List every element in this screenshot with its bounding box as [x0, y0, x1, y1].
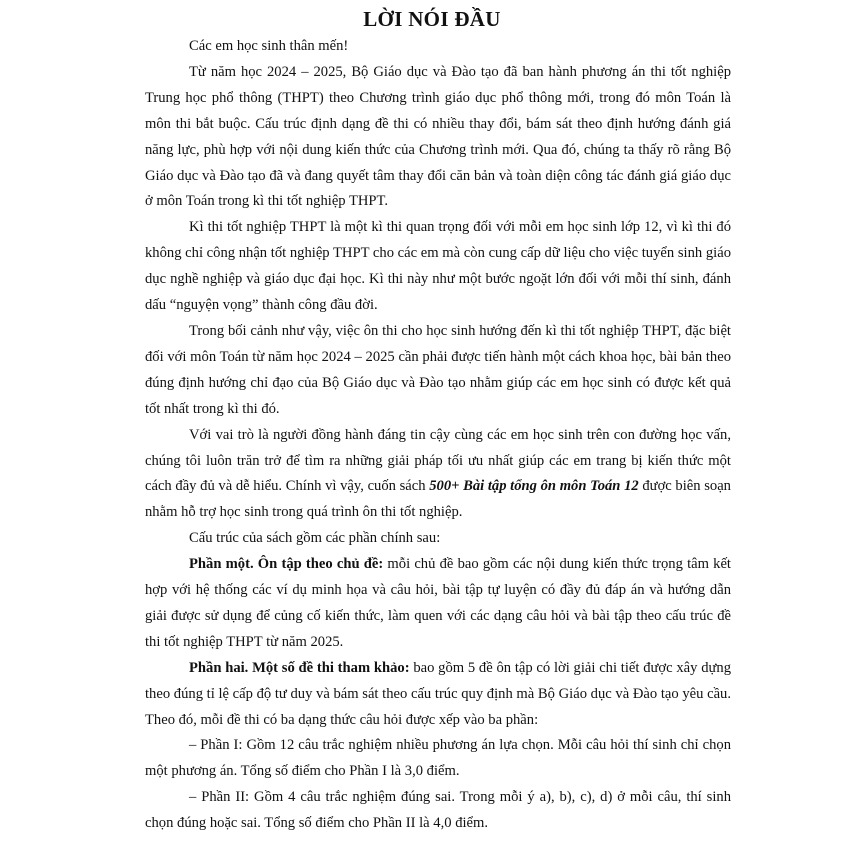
part-two-text: bao gồm 5 đề ôn tập có lời giải chi tiết được xây dựng theo đúng tỉ lệ cấp độ tư duy và bám sát theo cấu trúc quy định mà Bộ Giáo dục và Đào tạo yêu cầu. Theo đó, mỗi đề thi có ba dạng thức câu hỏi được xếp vào ba phần: [145, 659, 731, 728]
part-two-heading: Phần hai. Một số đề thi tham khảo: [189, 659, 410, 676]
part-one-text: mỗi chủ đề bao gồm các nội dung kiến thức trọng tâm kết hợp với hệ thống các ví dụ minh họa và câu hỏi, bài tập tự luyện có đầy đủ đáp án và hướng dẫn giải được sử dụng để củng cố kiến thức, làm quen với các dạng câu hỏi và bài tập theo cấu trúc đề thi tốt nghiệp THPT từ năm 2025. [145, 556, 731, 650]
exam-importance-paragraph: Kì thi tốt nghiệp THPT là một kì thi quan trọng đối với mỗi em học sinh lớp 12, vì kì thi đó không chỉ công nhận tốt nghiệp THPT cho các em mà còn cung cấp dữ liệu cho việc tuyển sinh giáo dục nghề nghiệp và giáo dục đại học. Kì thi này như một bước ngoặt lớn đối với mỗi thí sinh, đánh dấu “nguyện vọng” thành công đầu đời. [145, 219, 731, 314]
section-two-paragraph: – Phần II: Gồm 4 câu trắc nghiệm đúng sai. Trong mỗi ý a), b), c), d) ở mỗi câu, thí sinh chọn đúng hoặc sai. Tổng số điểm cho Phần II là 4,0 điểm. [145, 789, 731, 832]
structure-intro-paragraph: Cấu trúc của sách gồm các phần chính sau: [189, 530, 441, 547]
greeting-paragraph: Các em học sinh thân mến! [189, 38, 349, 54]
part-one-paragraph [145, 552, 731, 656]
document-body [145, 34, 731, 837]
section-one-paragraph: – Phần I: Gồm 12 câu trắc nghiệm nhiều phương án lựa chọn. Mỗi câu hỏi thí sinh chỉ chọn một phương án. Tổng số điểm cho Phần I là 3,0 điểm. [145, 737, 731, 780]
book-purpose-text-before: Với vai trò là người đồng hành đáng tin cậy cùng các em học sinh trên con đường học vấn, chúng tôi luôn trăn trở để tìm ra những giải pháp tối ưu nhất giúp các em trang bị kiến thức một cách đầy đủ và dễ hiểu. Chính vì vậy, cuốn sách [145, 426, 731, 495]
book-title: 500+ Bài tập tổng ôn môn Toán 12 [429, 478, 639, 495]
context-paragraph: Trong bối cảnh như vậy, việc ôn thi cho học sinh hướng đến kì thi tốt nghiệp THPT, đặc biệt đối với môn Toán từ năm học 2024 – 2025 cần phải được tiến hành một cách khoa học, bài bản theo đúng định hướng chỉ đạo của Bộ Giáo dục và Đào tạo nhằm giúp các em học sinh có được kết quả tốt nhất trong kì thi đó. [145, 322, 731, 417]
page-title: LỜI NÓI ĐẦU [363, 7, 501, 31]
intro-paragraph: Từ năm học 2024 – 2025, Bộ Giáo dục và Đào tạo đã ban hành phương án thi tốt nghiệp Trung học phổ thông (THPT) theo Chương trình giáo dục phổ thông mới, trong đó môn Toán là môn thi bắt buộc. Cấu trúc định dạng đề thi có nhiều thay đổi, bám sát theo định hướng đánh giá năng lực, phù hợp với nội dung kiến thức của Chương trình mới. Qua đó, chúng ta thấy rõ rằng Bộ Giáo dục và Đào tạo đã và đang quyết tâm thay đổi căn bản và toàn diện công tác đánh giá giáo dục ở môn Toán trong kì thi tốt nghiệp THPT. [145, 63, 731, 210]
book-purpose-text-after: được biên soạn nhằm hỗ trợ học sinh trong quá trình ôn thi tốt nghiệp. [145, 478, 731, 521]
book-purpose-paragraph [145, 423, 731, 527]
part-two-paragraph [145, 656, 731, 734]
part-one-heading: Phần một. Ôn tập theo chủ đề: [189, 556, 384, 573]
